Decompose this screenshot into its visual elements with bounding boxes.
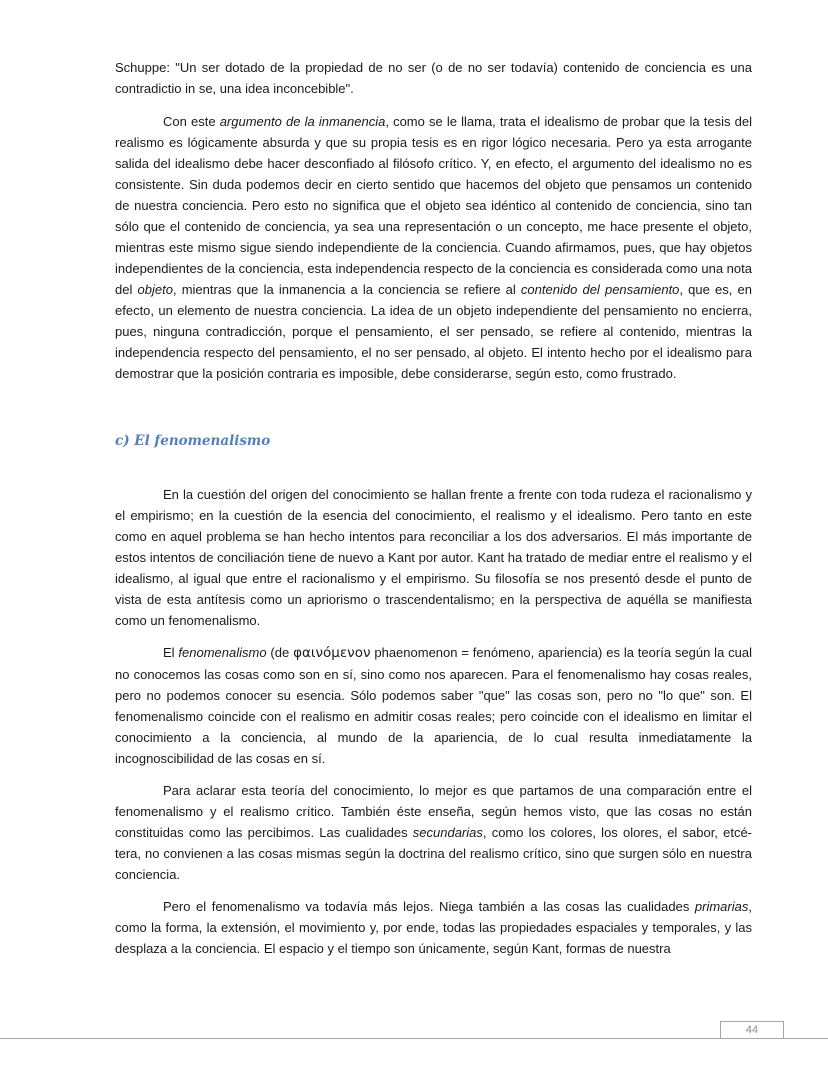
paragraph-text: Con este bbox=[163, 114, 220, 129]
section-heading: c) El fenomenalismo bbox=[115, 433, 271, 449]
paragraph-text: , como los colores, los olores, el sabor, etcé-tera, no convienen a las cosas mismas según la doctrina del realismo crítico, sino que surgen sólo en nuestra conciencia. bbox=[115, 825, 753, 882]
greek-word: φαινόμενον bbox=[293, 645, 371, 661]
paragraph-text: Pero el fenomenalismo va todavía más lejos. Niega también a las cosas las cualidades bbox=[163, 899, 695, 914]
paragraph-text: , como se le llama, trata el idealismo de probar que la tesis del realismo es lógicamente absurda y que su propia tesis es en rigor lógico necesaria. Pero ya esta arrogante salida del idealismo debe hacer desconfiado al filósofo crítico. Y, en efecto, el argumento del idealismo no es consistente. Sin duda podemos decir en cierto sentido que hacemos del objeto que pensamos un contenido de nuestra conciencia. Pero esto no significa que el objeto sea idéntico al contenido de conciencia, sino tan sólo que el contenido de conciencia, ya sea una representación o un concepto, me hace presente el objeto, mientras este mismo sigue siendo independiente de la conciencia. Cuando afirmamos, pues, que hay objetos independientes de la conciencia, esta independencia respecto de la conciencia es considerada como una nota del bbox=[115, 114, 752, 297]
emphasis-text: primarias bbox=[694, 899, 749, 914]
paragraph-phenomenalism-definition bbox=[115, 642, 752, 769]
paragraph-critical-realism-comparison bbox=[115, 780, 752, 885]
document-page bbox=[115, 57, 752, 959]
paragraph-text: Para aclarar esta teoría del conocimiento, lo mejor es que partamos de una comparación entre el fenomenalismo y el realismo crítico. También éste enseña, según hemos visto, que las cosas no están constituidas como las percibimos. Las cualidades bbox=[115, 783, 752, 840]
paragraph-text: , que es, en efecto, un elemento de nuestra conciencia. La idea de un objeto independiente del pensamiento no encierra, pues, ninguna contradicción, porque el pensamiento, el ser pensado, se refiere al contenido, mientras la independencia respecto del pensamiento, el no ser pensado, al objeto. El intento hecho por el idealismo para demostrar que la posición contraria es imposible, debe considerarse, según esto, como frustrado. bbox=[115, 282, 752, 381]
paragraph-text: Schuppe: "Un ser dotado de la propiedad de no ser (o de no ser todavía) contenido de conciencia es una contradictio in se, una idea inconcebible". bbox=[115, 60, 752, 96]
paragraph-text: , mientras que la inmanencia a la conciencia se refiere al bbox=[172, 282, 521, 297]
paragraph-origin-of-knowledge bbox=[115, 484, 752, 631]
paragraph-primary-qualities bbox=[115, 896, 752, 959]
paragraph-text: En la cuestión del origen del conocimiento se hallan frente a frente con toda rudeza el racionalismo y el empirismo; en la cuestión de la esencia del conocimiento, el realismo y el idealismo. Pero tanto en este como en aquel problema se han hecho intentos para reconciliar a los dos adversarios. El más importante de estos intentos de conciliación tiene de nuevo a Kant por autor. Kant ha tratado de mediar entre el realismo y el idealismo, al igual que entre el racionalismo y el empirismo. Su filosofía se nos presentó desde el punto de vista de esta antítesis como un apriorismo o trascendentalismo; en la perspectiva de aquélla se manifiesta como un fenomenalismo. bbox=[115, 487, 752, 628]
paragraph-text: El bbox=[163, 645, 179, 660]
emphasis-text: secundarias bbox=[412, 825, 483, 840]
paragraph-schuppe-quote bbox=[115, 57, 752, 99]
paragraph-text: , como la forma, la extensión, el movimiento y, por ende, todas las propiedades espaciales y temporales, y las desplaza a la conciencia. El espacio y el tiempo son únicamente, según Kant, formas de nuestra bbox=[115, 899, 752, 956]
footer-rule bbox=[0, 1038, 828, 1039]
paragraph-text: (de bbox=[266, 645, 294, 660]
paragraph-text: phaenomenon = fenómeno, apariencia) es la teoría según la cual no conocemos las cosas como son en sí, sino como nos aparecen. Para el fenomenalismo hay cosas reales, pero no podemos conocer su esencia. Sólo podemos saber "que" las cosas son, pero no "lo que" son. El fenomenalismo coincide con el realismo en admitir cosas reales; pero coincide con el idealismo en limitar el conocimiento a la conciencia, al mundo de la apariencia, de lo cual resulta inmediatamente la incognoscibilidad de las cosas en sí. bbox=[115, 645, 753, 766]
emphasis-text: contenido del pensamiento bbox=[520, 282, 680, 297]
emphasis-text: fenomenalismo bbox=[178, 645, 267, 660]
emphasis-text: argumento de la inmanencia bbox=[219, 114, 386, 129]
paragraph-immanence-argument bbox=[115, 111, 752, 384]
page-number: 44 bbox=[720, 1021, 784, 1038]
emphasis-text: objeto bbox=[137, 282, 173, 297]
